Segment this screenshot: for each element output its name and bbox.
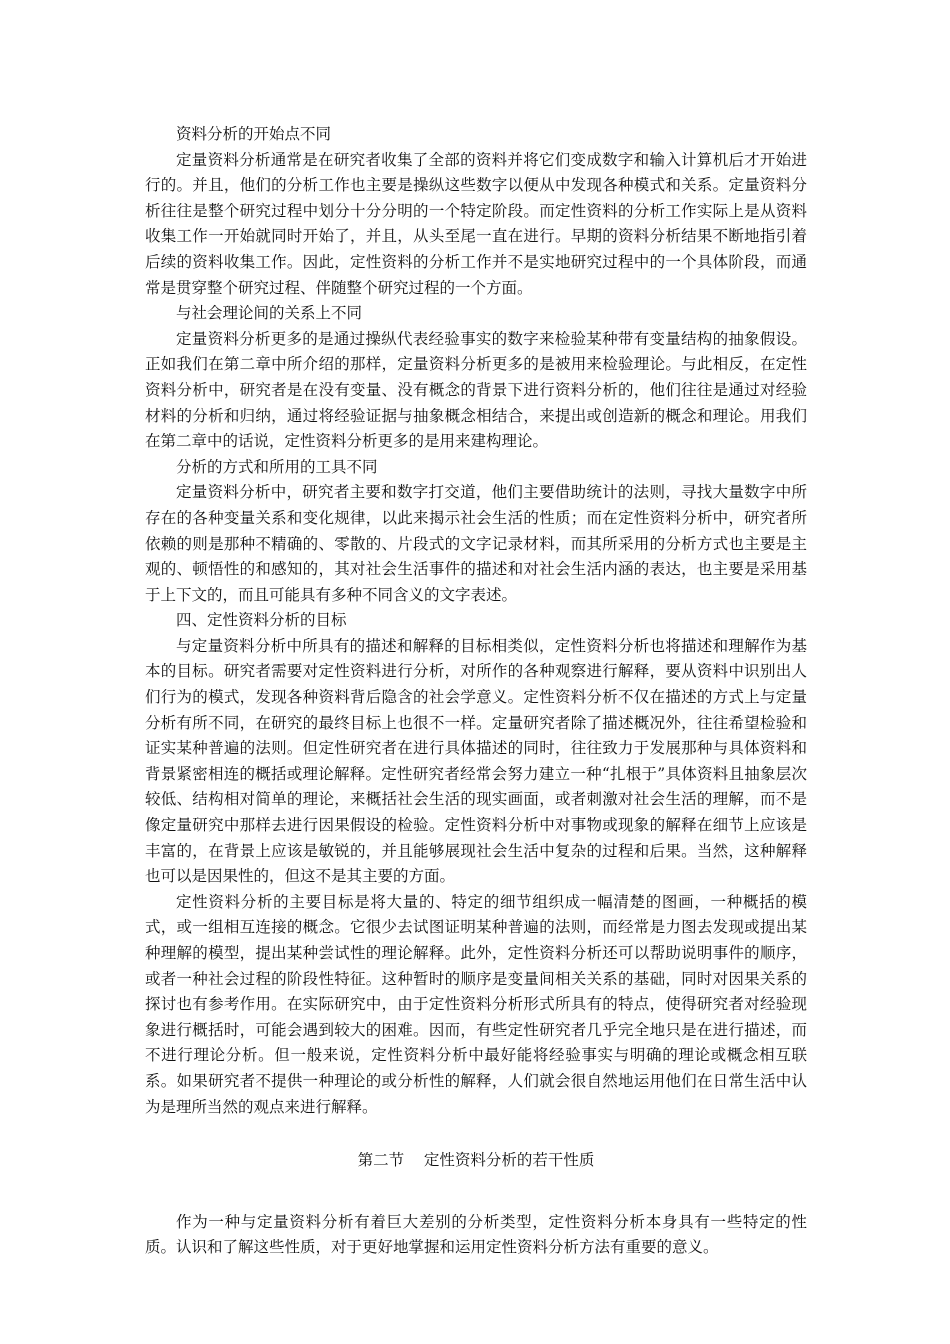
paragraph-social-theory: 定量资料分析更多的是通过操纵代表经验事实的数字来检验某种带有变量结构的抽象假设。正如我们在第二章中所介绍的那样，定量资料分析更多的是被用来检验理论。与此相反，在定性资料分析中，研究者是在没有变量、没有概念的背景下进行资料分析的，他们往往是通过对经验材料的分析和归纳，通过将经验证据与抽象概念相结合，来提出或创造新的概念和理论。用我们在第二章中的话说，定性资料分析更多的是用来建构理论。 bbox=[145, 329, 807, 451]
document-page bbox=[145, 122, 807, 1261]
paragraph-methods-tools: 定量资料分析中，研究者主要和数字打交道，他们主要借助统计的法则，寻找大量数字中所存在的各种变量关系和变化规律，以此来揭示社会生活的性质；而在定性资料分析中，研究者所依赖的则是那种不精确的、零散的、片段式的文字记录材料，而其所采用的分析方式也主要是主观的、顿悟性的和感知的，其对社会生活事件的描述和对社会生活内涵的表达，也主要是采用基于上下文的，而且可能具有多种不同含义的文字表述。 bbox=[145, 483, 807, 604]
subheading-goals: 四、定性资料分析的目标 bbox=[176, 611, 347, 630]
subheading-social-theory: 与社会理论间的关系上不同 bbox=[176, 304, 363, 323]
paragraph-properties-intro: 作为一种与定量资料分析有着巨大差别的分析类型，定性资料分析本身具有一些特定的性质。认识和了解这些性质，对于更好地掌握和运用定性资料分析方法有重要的意义。 bbox=[145, 1212, 807, 1257]
paragraph-goals-1: 与定量资料分析中所具有的描述和解释的目标相类似，定性资料分析也将描述和理解作为基本的目标。研究者需要对定性资料进行分析，对所作的各种观察进行解释，要从资料中识别出人们行为的模式，发现各种资料背后隐含的社会学意义。定性资料分析不仅在描述的方式上与定量分析有所不同，在研究的最终目标上也很不一样。定量研究者除了描述概况外，往往希望检验和证实某种普遍的法则。但定性研究者在进行具体描述的同时，往往致力于发展那种与具体资料和背景紧密相连的概括或理论解释。定性研究者经常会努力建立一种“扎根于”具体资料且抽象层次较低、结构相对简单的理论，来概括社会生活的现实画面，或者刺激对社会生活的理解，而不是像定量研究中那样去进行因果假设的检验。定性资料分析中对事物或现象的解释在细节上应该是丰富的，在背景上应该是敏锐的，并且能够展现社会生活中复杂的过程和后果。当然，这种解释也可以是因果性的，但这不是其主要的方面。 bbox=[145, 636, 807, 886]
section-title: 第二节 定性资料分析的若干性质 bbox=[357, 1151, 595, 1170]
subheading-methods-tools: 分析的方式和所用的工具不同 bbox=[176, 457, 378, 476]
paragraph-goals-2: 定性资料分析的主要目标是将大量的、特定的细节组织成一幅清楚的图画，一种概括的模式，或一组相互连接的概念。它很少去试图证明某种普遍的法则，而经常是力图去发现或提出某种理解的模型，提出某种尝试性的理论解释。此外，定性资料分析还可以帮助说明事件的顺序，或者一种社会过程的阶段性特征。这种暂时的顺序是变量间相关关系的基础，同时对因果关系的探讨也有参考作用。在实际研究中，由于定性资料分析形式所具有的特点，使得研究者对经验现象进行概括时，可能会遇到较大的困难。因而，有些定性研究者几乎完全地只是在进行描述，而不进行理论分析。但一般来说，定性资料分析中最好能将经验事实与明确的理论或概念相互联系。如果研究者不提供一种理论的或分析性的解释，人们就会很自然地运用他们在日常生活中认为是理所当然的观点来进行解释。 bbox=[145, 892, 807, 1116]
subheading-starting-point: 资料分析的开始点不同 bbox=[176, 125, 332, 143]
paragraph-starting-point: 定量资料分析通常是在研究者收集了全部的资料并将它们变成数字和输入计算机后才开始进行的。并且，他们的分析工作也主要是操纵这些数字以便从中发现各种模式和关系。定量资料分析往往是整个研究过程中划分十分分明的一个特定阶段。而定性资料的分析工作实际上是从资料收集工作一开始就同时开始了，并且，从头至尾一直在进行。早期的资料分析结果不断地指引着后续的资料收集工作。因此，定性资料的分析工作并不是实地研究过程中的一个具体阶段，而通常是贯穿整个研究过程、伴随整个研究过程的一个方面。 bbox=[145, 150, 807, 297]
